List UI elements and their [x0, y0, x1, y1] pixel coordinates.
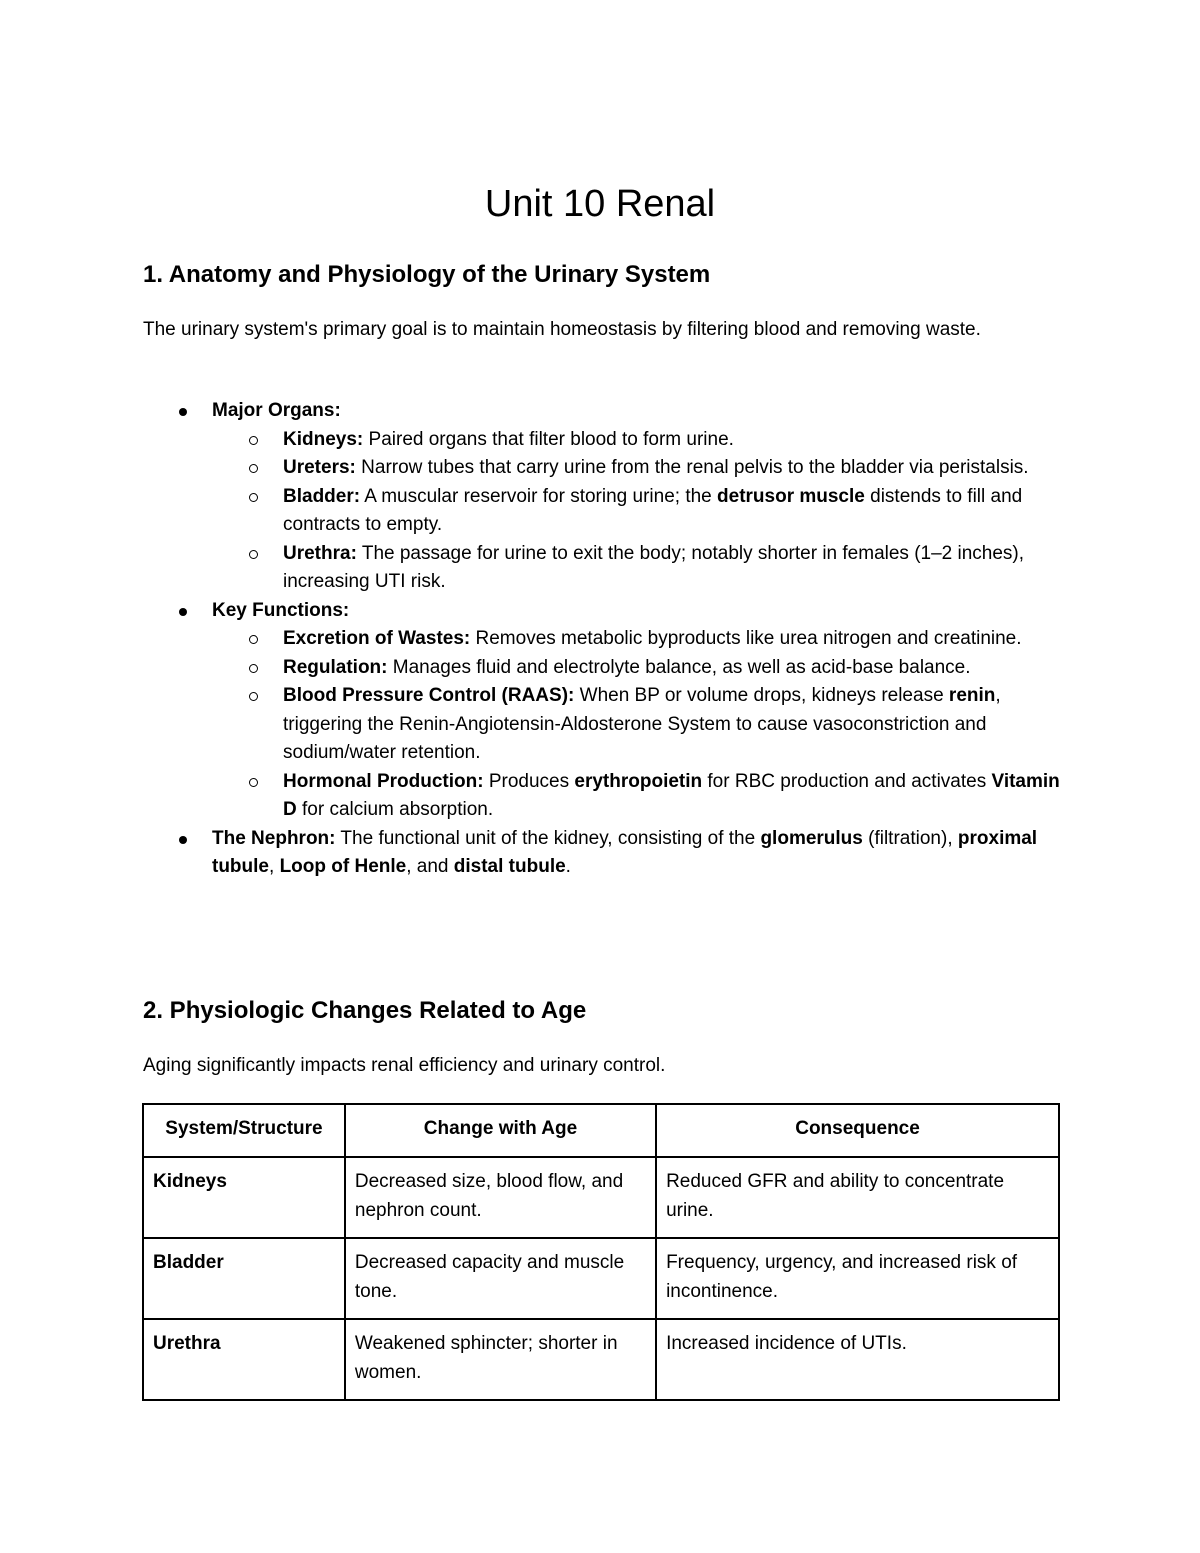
definition: Narrow tubes that carry urine from the renal pelvis to the bladder via peristalsis.: [355, 457, 1029, 478]
term: Ureters:: [283, 457, 356, 478]
definition: ,: [269, 856, 280, 877]
section-intro-age-changes: Aging significantly impacts renal efficiency and urinary control.: [143, 1055, 666, 1076]
list-item-bp-control: [143, 682, 1063, 768]
term: Hormonal Production:: [283, 770, 484, 792]
list-item-regulation: [143, 654, 1063, 683]
table-cell-change: Decreased size, blood flow, and nephron count.: [345, 1157, 656, 1238]
document-title: Unit 10 Renal: [484, 183, 716, 225]
table-row: [143, 1157, 1059, 1238]
anatomy-bullet-list: [143, 397, 1063, 882]
section-heading-anatomy: 1. Anatomy and Physiology of the Urinary System: [143, 261, 711, 288]
bullet-circle-icon: [249, 550, 258, 559]
definition: Removes metabolic byproducts like urea nitrogen and creatinine.: [470, 628, 1022, 649]
definition: Produces: [483, 770, 575, 792]
bullet-circle-icon: [249, 436, 258, 445]
term: Excretion of Wastes:: [283, 628, 471, 649]
bold-term: Vitamin D: [283, 770, 1060, 820]
table-cell-consequence: Increased incidence of UTIs.: [656, 1319, 1059, 1400]
table-cell-structure: Kidneys: [143, 1157, 345, 1238]
table-row: [143, 1319, 1059, 1400]
bullet-disc-icon: [179, 836, 187, 844]
list-label: Key Functions:: [212, 599, 350, 621]
table-cell-consequence: Reduced GFR and ability to concentrate urine.: [656, 1157, 1059, 1238]
term: The Nephron:: [212, 827, 336, 849]
term: Kidneys:: [283, 428, 364, 450]
definition: When BP or volume drops, kidneys release: [574, 685, 949, 706]
definition: (filtration),: [862, 827, 958, 849]
table-cell-consequence: Frequency, urgency, and increased risk of incontinence.: [656, 1238, 1059, 1319]
bullet-disc-icon: [179, 408, 187, 416]
list-item-urethra: [143, 540, 1063, 597]
list-item-key-functions: [143, 597, 1063, 626]
bullet-circle-icon: [249, 493, 258, 502]
bold-term: Loop of Henle: [279, 856, 407, 877]
term: Blood Pressure Control (RAAS):: [283, 685, 575, 706]
table-cell-structure: Bladder: [143, 1238, 345, 1319]
list-item-excretion: [143, 625, 1063, 654]
list-item-ureters: [143, 454, 1063, 483]
bold-term: renin: [948, 685, 996, 706]
bullet-circle-icon: [249, 778, 258, 787]
bold-term: glomerulus: [760, 827, 863, 849]
bullet-circle-icon: [249, 692, 258, 701]
definition: Paired organs that filter blood to form urine.: [363, 428, 734, 450]
list-label: Major Organs:: [212, 400, 341, 421]
table-header-cell: Change with Age: [345, 1104, 656, 1157]
list-item-bladder: [143, 483, 1063, 540]
bold-term: detrusor muscle: [717, 485, 865, 507]
definition: , and: [406, 856, 454, 877]
bullet-circle-icon: [249, 664, 258, 673]
bold-term: distal tubule: [453, 856, 566, 877]
definition: The passage for urine to exit the body; notably shorter in females (1–2 inches), increasing UTI risk.: [283, 542, 1025, 592]
age-changes-table: [142, 1103, 1060, 1401]
definition: , triggering the Renin-Angiotensin-Aldosterone System to cause vasoconstriction and sodium/water retention.: [283, 685, 1001, 763]
section-heading-age-changes: 2. Physiologic Changes Related to Age: [143, 997, 587, 1024]
definition: A muscular reservoir for storing urine; the: [360, 485, 718, 507]
definition: .: [565, 856, 571, 877]
term: Bladder:: [283, 485, 361, 507]
term: Urethra:: [283, 542, 357, 564]
section-intro-anatomy: The urinary system's primary goal is to maintain homeostasis by filtering blood and removing waste.: [143, 319, 981, 340]
table-header-cell: System/Structure: [143, 1104, 345, 1157]
table-row: [143, 1238, 1059, 1319]
list-item-major-organs: [143, 397, 1063, 426]
bullet-disc-icon: [179, 608, 187, 616]
table-header-row: [143, 1104, 1059, 1157]
table-cell-structure: Urethra: [143, 1319, 345, 1400]
table-cell-change: Weakened sphincter; shorter in women.: [345, 1319, 656, 1400]
definition: for RBC production and activates: [702, 770, 992, 792]
list-item-nephron: [143, 825, 1063, 882]
bullet-circle-icon: [249, 635, 258, 644]
table-header-cell: Consequence: [656, 1104, 1059, 1157]
definition: distends to fill and contracts to empty.: [283, 485, 1023, 535]
definition: The functional unit of the kidney, consisting of the: [335, 827, 761, 849]
table-cell-change: Decreased capacity and muscle tone.: [345, 1238, 656, 1319]
definition: Manages fluid and electrolyte balance, as well as acid-base balance.: [387, 656, 971, 678]
bold-term: erythropoietin: [574, 770, 703, 792]
term: Regulation:: [283, 656, 388, 678]
list-item-kidneys: [143, 426, 1063, 455]
list-item-hormonal: [143, 768, 1063, 825]
bullet-circle-icon: [249, 464, 258, 473]
bold-term: proximal tubule: [212, 827, 1038, 877]
definition: for calcium absorption.: [296, 799, 494, 820]
